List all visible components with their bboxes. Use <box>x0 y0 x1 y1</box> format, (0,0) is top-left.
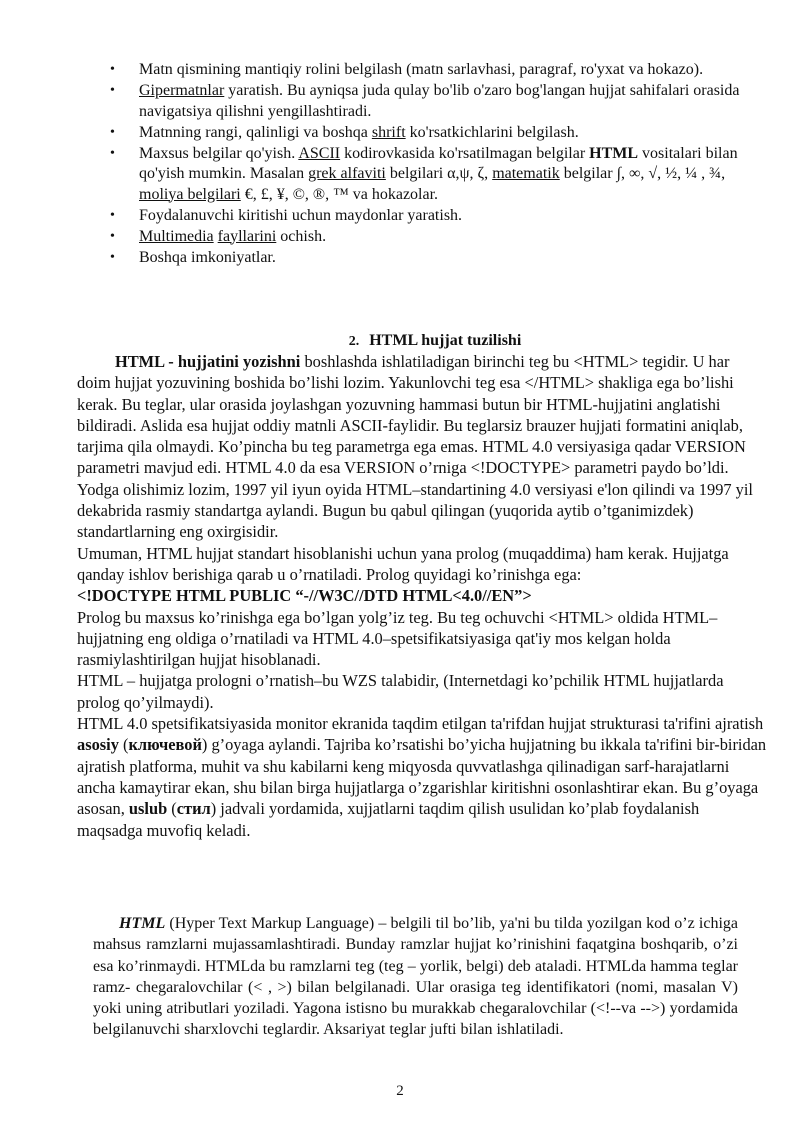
bullet-icon: • <box>110 249 115 265</box>
list-item <box>108 60 748 81</box>
bullet-icon: • <box>110 83 115 98</box>
paragraph: Umuman, HTML hujjat standart hisoblanishi uchun yana prolog (muqaddima) ham kerak. Hujjatga qanday ishlov berishiga qarab u o’rnatiladi. Prolog quyidagi ko’rinishga ega: <box>77 543 729 584</box>
list-item-text: Matnning rangi, qalinligi va boshqa shrift ko'rsatkichlarini belgilash. <box>139 123 579 141</box>
list-item-text: Matn qismining mantiqiy rolini belgilash (matn sarlavhasi, paragraf, ro'yxat va hokazo). <box>139 61 704 78</box>
list-item-text: Multimedia fayllarini ochish. <box>139 227 327 245</box>
paragraph: HTML 4.0 spetsifikatsiyasida monitor ekranida taqdim etilgan ta'rifdan hujjat strukturasi ta'rifini ajratish asosiy (ключевой) g’oyaga aylandi. Tajriba ko’rsatishi bo’yicha hujjatning bu ikkala ta'rifini bir-biridan ajratish platforma, muhit va shu kabilarni keng miqyosda quvvatlashga qilinadigan sarf-harajatlarni ancha kamaytirar ekan, shu bilan birga hujjatlarga o’zgarishlar kiritishni osonlashtirar ekan. Bu g’oyaga asosan, uslub (стил) jadvali yordamida, xujjatlarni taqdim qilish usulidan ko’plab foydalanish maqsadga muvofiq keladi. <box>77 714 767 840</box>
section-heading <box>0 331 800 352</box>
paragraph: HTML - hujjatini yozishni boshlashda ishlatiladigan birinchi teg bu <HTML> tegidir. U har doim hujjat yozuvining boshida bo’lishi lozim. Yakunlovchi teg esa </HTML> shakliga ega bo’lishi kerak. Bu teglar, ular orasida joylashgan yozuvning hammasi butun bir HTML-hujjatini anglatishi bildiradi. Aslida esa hujjat oddiy matnli ASCII-faylidir. Bu teglarsiz brauzer hujjati formatini aniqlab, tarjima qila olmaydi. Ko’pincha bu teg parametrga ega emas. HTML 4.0 versiyasiga qadar VERSION parametri mavjud edi. HTML 4.0 da esa VERSION o’rniga <!DOCTYPE> parametri paydo bo’ldi. Yodga olishimiz lozim, 1997 yil iyun oyida HTML–standartining 4.0 versiyasi e'lon qilindi va 1997 yil dekabrida rasmiy standartga aylandi. Bugun bu qabul qilingan (yuqorida aytib o’tganimizdek) standartlarning eng oxirgisidir. <box>77 352 753 542</box>
list-item-text: Foydalanuvchi kiritishi uchun maydonlar yaratish. <box>139 206 463 224</box>
html-definition-paragraph: HTML (Hyper Text Markup Language) – belgili til bo’lib, ya'ni bu tilda yozilgan kod o’z ichiga mahsus ramzlarni mujassamlashtiradi. Bunday ramzlar hujjat ko’rinishini faqatgina boshqarib, o’zi esa ko’rinmaydi. HTMLda bu ramzlarni teg (teg – yorlik, belgi) deb ataladi. HTMLda hamma teglar ramz- chegaralovchilar (< , >) bilan belgilanadi. Ular orasiga teg identifikatori (nomi, masalan V) yoki uning atributlari yoziladi. Yagona istisno bu murakkab chegaralovchilar (<!--va -->) yordamida belgilanuvchi sharxlovchi teglardir. Aksariyat teglar jufti bilan ishlatiladi. <box>93 915 738 1039</box>
paragraph: HTML – hujjatga prologni o’rnatish–bu WZS talabidir, (Internetdagi ko’pchilik HTML hujjatlarda prolog qo’yilmaydi). <box>77 671 724 712</box>
hyperlink-multimedia[interactable]: Multimedia <box>139 227 214 245</box>
list-item <box>108 206 748 227</box>
list-item <box>108 144 748 206</box>
section-body <box>77 351 767 841</box>
hyperlink-moliya-belgilari[interactable]: moliya belgilari <box>139 185 241 203</box>
section-title: HTML hujjat tuzilishi <box>369 332 522 349</box>
paragraph-lead: HTML - hujjatini yozishni <box>115 352 301 371</box>
hyperlink-shrift[interactable]: shrift <box>371 123 406 141</box>
list-item-text: Gipermatnlar yaratish. Bu ayniqsa juda qulay bo'lib o'zaro bog'langan hujjat sahifalari orasida navigatsiya qilishni yengillashtiradi. <box>139 82 740 120</box>
doctype-code: <!DOCTYPE HTML PUBLIC “-//W3C//DTD HTML<4.0//EN”> <box>77 586 532 606</box>
bullet-icon: • <box>110 207 115 223</box>
hyperlink-fayllarini[interactable]: fayllarini <box>217 227 277 245</box>
paragraph: Prolog bu maxsus ko’rinishga ega bo’lgan yolg’iz teg. Bu teg ochuvchi <HTML> oldida HTML–hujjatning eng oldiga o’rnatiladi va HTML 4.0–spetsifikatsiyasiga qat'iy mos kelgan holda rasmiylashtirilgan hujjat hisoblanadi. <box>77 607 718 670</box>
list-item <box>108 81 748 122</box>
paragraph-lead: HTML <box>119 915 166 932</box>
hyperlink-grek-alfaviti[interactable]: grek alfaviti <box>308 165 386 182</box>
hyperlink-gipermatnlar[interactable]: Gipermatnlar <box>139 82 225 99</box>
feature-list <box>108 60 748 269</box>
hyperlink-matematik[interactable]: matematik <box>492 165 560 182</box>
section-number: 2. <box>348 334 360 349</box>
bullet-icon: • <box>110 228 115 244</box>
bullet-icon: • <box>110 62 115 77</box>
list-item-text: Boshqa imkoniyatlar. <box>139 248 276 266</box>
bullet-icon: • <box>110 145 115 161</box>
list-item <box>108 227 748 248</box>
page-number: 2 <box>396 1083 404 1099</box>
bullet-icon: • <box>110 124 115 140</box>
hyperlink-ascii[interactable]: ASCII <box>298 144 341 162</box>
list-item-text: Maxsus belgilar qo'yish. ASCII kodirovkasida ko'rsatilmagan belgilar HTML vositalari bilan qo'yish mumkin. Masalan grek alfaviti belgilari α,ψ, ζ, matematik belgilar ∫, ∞, √, ½, ¼ , ¾, moliya belgilari €, £, ¥, ©, ®, ™ va hokazolar. <box>139 144 738 203</box>
list-item <box>108 123 748 144</box>
list-item <box>108 248 748 269</box>
